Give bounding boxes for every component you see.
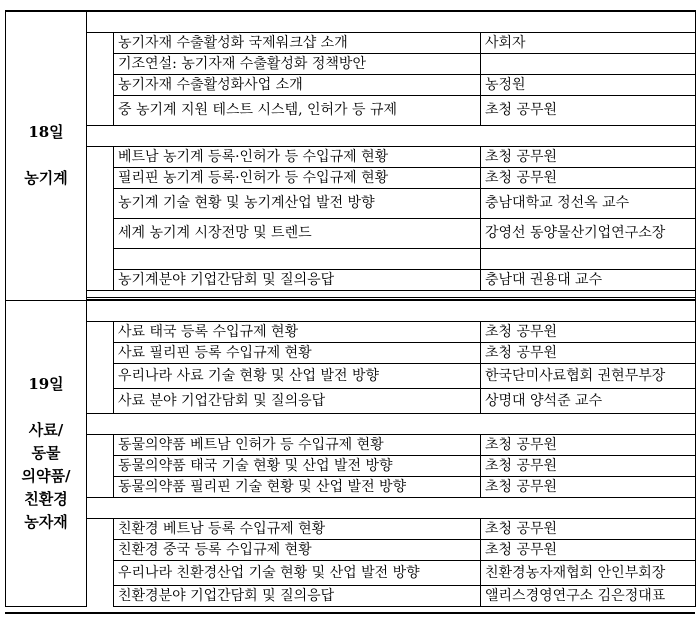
session-speaker: 초청 공무원 (481, 322, 696, 343)
spacer-row (87, 126, 696, 147)
indent-gap (87, 322, 114, 414)
session-speaker: 친환경농자재협회 안인부회장 (481, 561, 696, 586)
session-topic: 세계 농기계 시장전망 및 트렌드 (114, 219, 481, 249)
session-speaker: 충남대 권용대 교수 (481, 270, 696, 291)
session-topic: 필리핀 농기계 등록·인허가 등 수입규제 현황 (114, 168, 481, 189)
session-topic: 동물의약품 필리핀 기술 현황 및 산업 발전 방향 (114, 477, 481, 498)
session-topic: 동물의약품 베트남 인허가 등 수입규제 현황 (114, 435, 481, 456)
session-speaker (481, 54, 696, 75)
session-speaker: 초청 공무원 (481, 147, 696, 168)
session-speaker: 초청 공무원 (481, 435, 696, 456)
session-speaker: 앨리스경영연구소 김은정대표 (481, 586, 696, 607)
session-speaker: 농정원 (481, 75, 696, 96)
session-topic: 우리나라 친환경산업 기술 현황 및 산업 발전 방향 (114, 561, 481, 586)
indent-gap (87, 147, 114, 291)
session-topic: 사료 태국 등록 수입규제 현황 (114, 322, 481, 343)
spacer-row (87, 300, 696, 322)
session-topic: 친환경 베트남 등록 수입규제 현황 (114, 519, 481, 540)
session-speaker: 사회자 (481, 33, 696, 54)
session-topic: 기조연설: 농기자재 수출활성화 정책방안 (114, 54, 481, 75)
session-topic: 사료 분야 기업간담회 및 질의응답 (114, 389, 481, 414)
session-speaker: 한국단미사료협회 권현무부장 (481, 364, 696, 389)
session-topic (114, 249, 481, 270)
session-topic: 베트남 농기계 등록·인허가 등 수입규제 현황 (114, 147, 481, 168)
session-topic: 중 농기계 지원 테스트 시스템, 인허가 등 규제 (114, 96, 481, 126)
session-speaker: 초청 공무원 (481, 519, 696, 540)
session-speaker: 초청 공무원 (481, 456, 696, 477)
session-topic: 동물의약품 태국 기술 현황 및 산업 발전 방향 (114, 456, 481, 477)
session-speaker: 초청 공무원 (481, 168, 696, 189)
session-speaker: 초청 공무원 (481, 477, 696, 498)
schedule-table (5, 10, 696, 607)
session-topic: 친환경분야 기업간담회 및 질의응답 (114, 586, 481, 607)
day-label-18: 18일 농기계 (6, 11, 87, 300)
session-speaker: 충남대학교 정선옥 교수 (481, 189, 696, 219)
indent-gap (87, 435, 114, 498)
session-topic: 친환경 중국 등록 수입규제 현황 (114, 540, 481, 561)
indent-gap (87, 519, 114, 607)
table-bottom-rule (5, 612, 695, 614)
session-topic: 농기계분야 기업간담회 및 질의응답 (114, 270, 481, 291)
session-topic: 농기자재 수출활성화 국제워크샵 소개 (114, 33, 481, 54)
session-speaker: 초청 공무원 (481, 540, 696, 561)
spacer-row (87, 291, 696, 298)
session-speaker: 초청 공무원 (481, 343, 696, 364)
indent-gap (87, 33, 114, 126)
session-speaker: 상명대 양석준 교수 (481, 389, 696, 414)
spacer-row (87, 414, 696, 435)
session-speaker: 강영선 동양물산기업연구소장 (481, 219, 696, 249)
session-topic: 우리나라 사료 기술 현황 및 산업 발전 방향 (114, 364, 481, 389)
session-topic: 사료 필리핀 등록 수입규제 현황 (114, 343, 481, 364)
session-speaker (481, 249, 696, 270)
day-label-19: 19일 사료/ 동물 의약품/ 친환경 농자재 (6, 300, 87, 607)
spacer-row (87, 498, 696, 519)
session-topic: 농기자재 수출활성화사업 소개 (114, 75, 481, 96)
session-speaker: 초청 공무원 (481, 96, 696, 126)
session-topic: 농기계 기술 현황 및 농기계산업 발전 방향 (114, 189, 481, 219)
spacer-row (87, 11, 696, 33)
